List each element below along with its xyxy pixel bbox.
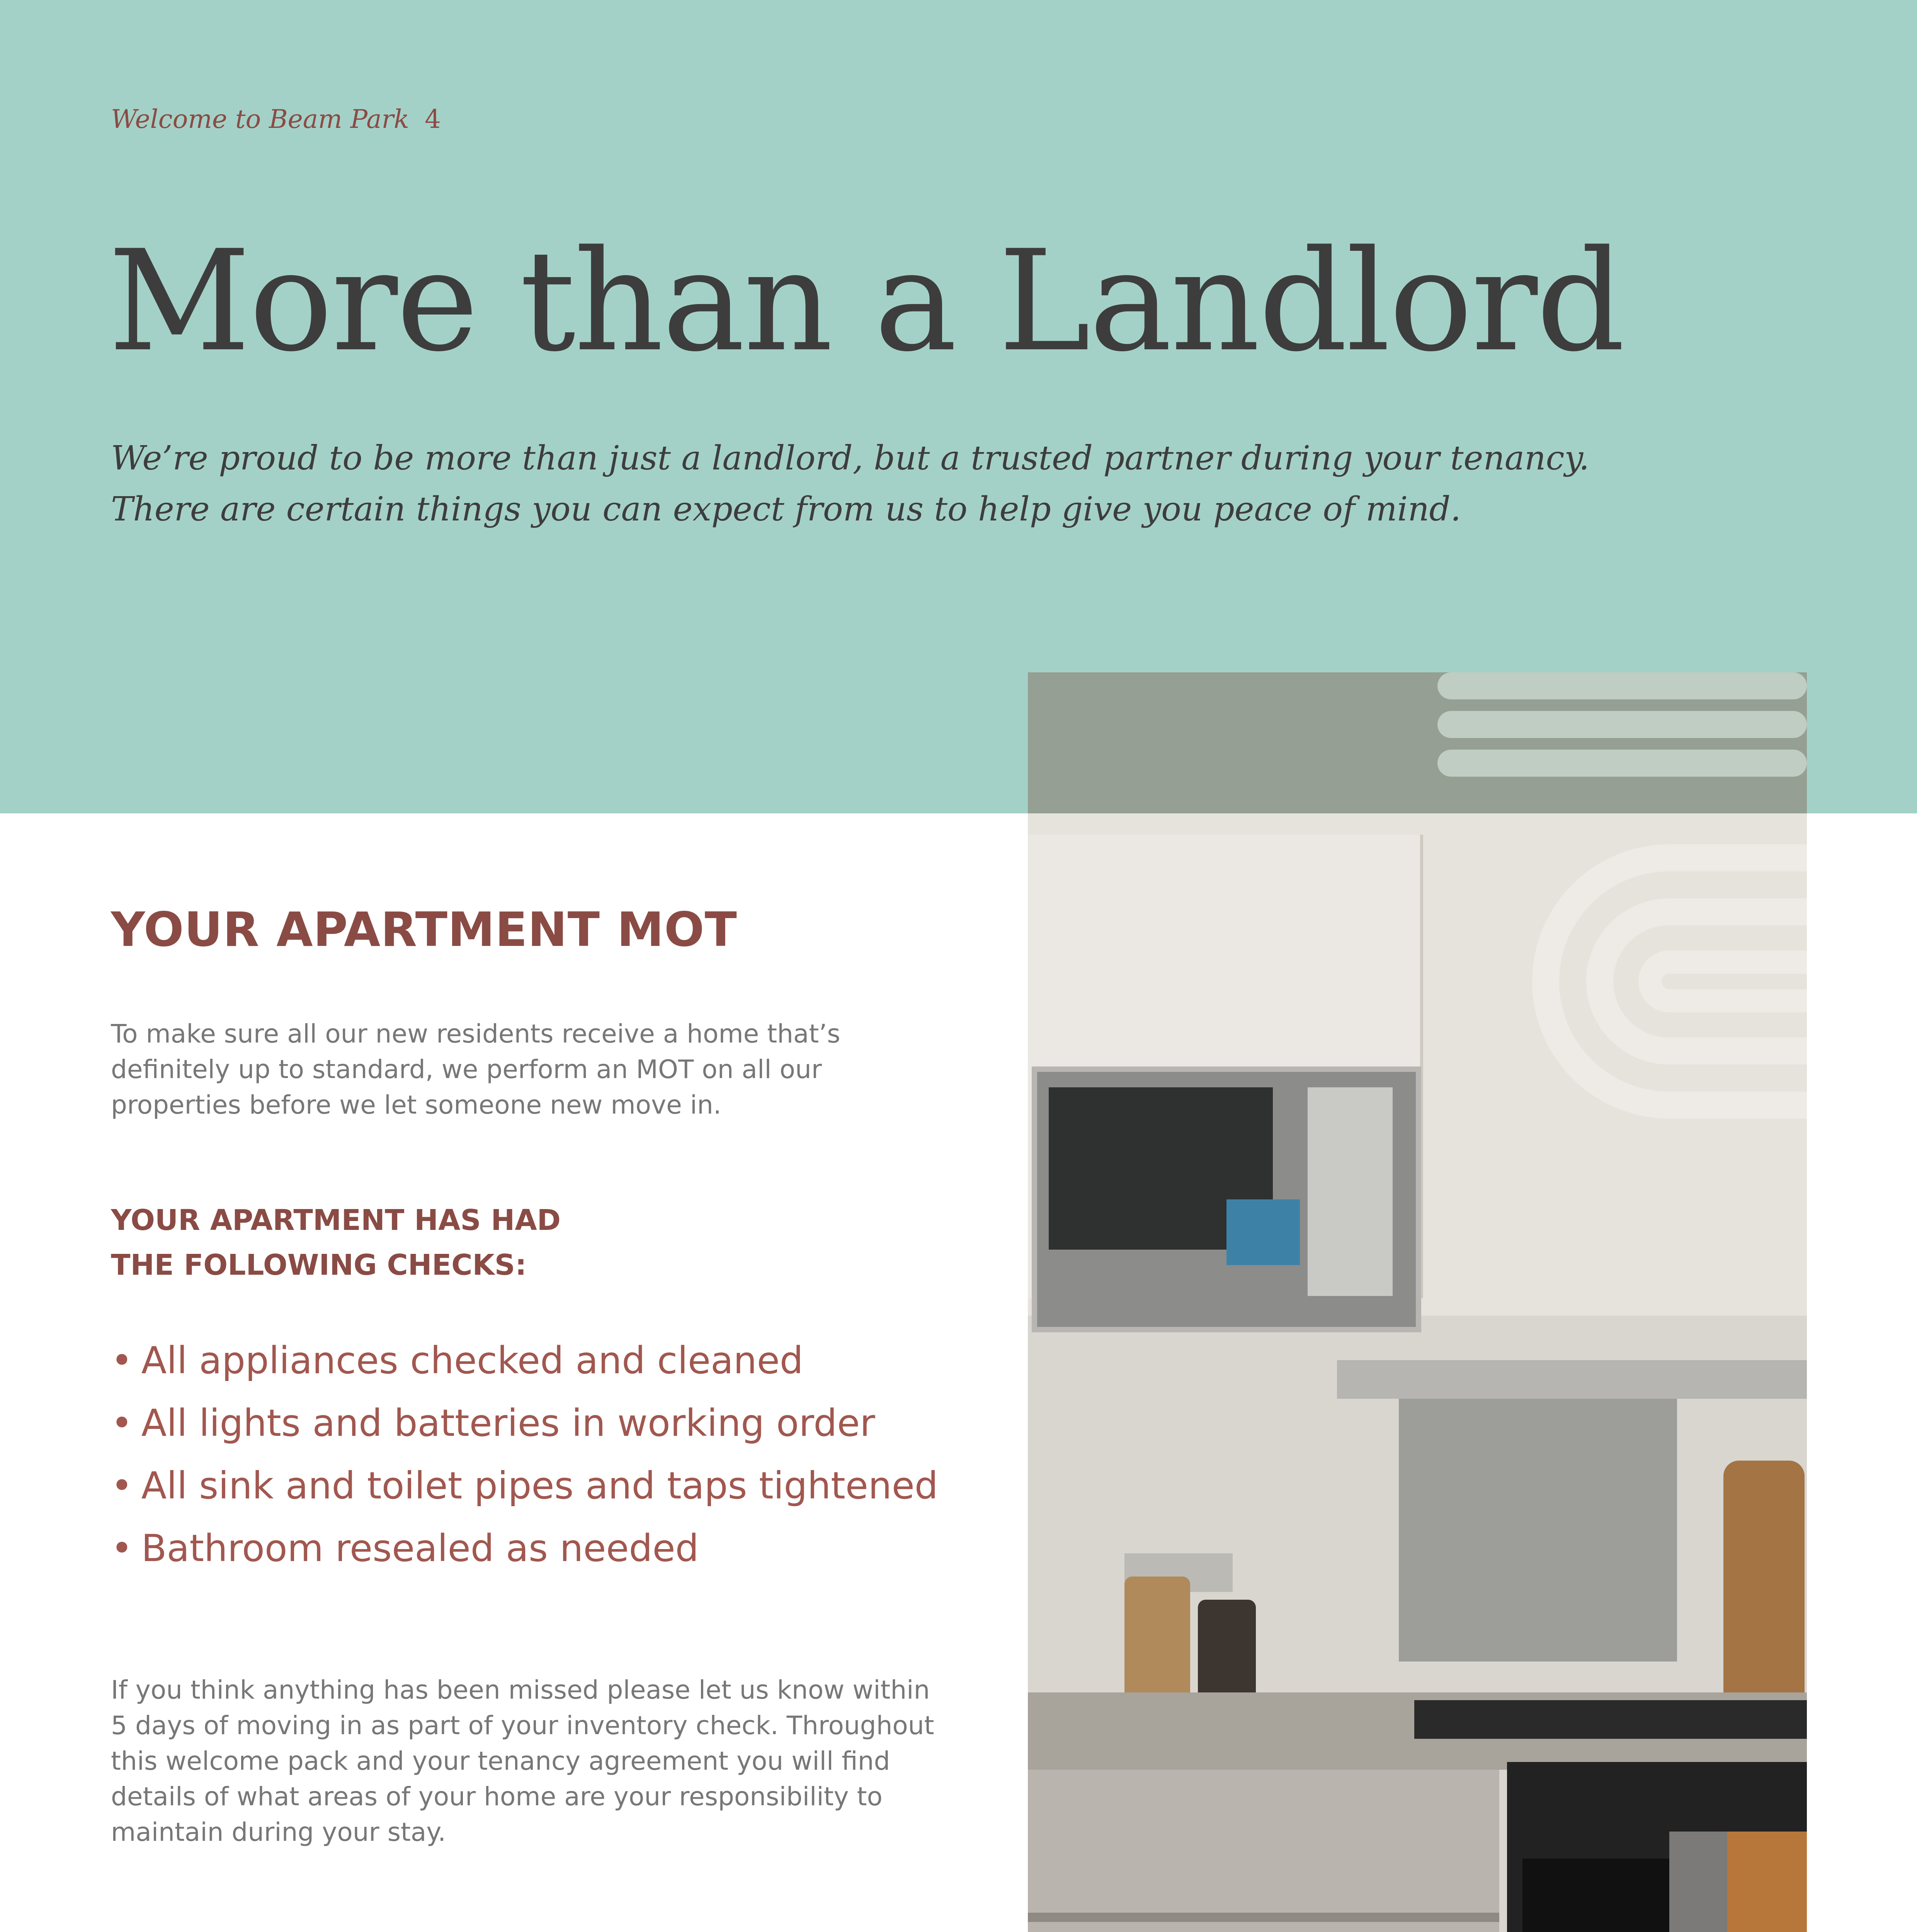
photo-extractor-hood	[1337, 1360, 1807, 1399]
photo-towel	[1727, 1832, 1807, 1932]
paragraph-line: definitely up to standard, we perform an MOT on all our	[111, 1054, 822, 1084]
paragraph-line: properties before we let someone new move in.	[111, 1090, 721, 1120]
intro-line: There are certain things you can expect from us to help give you peace of mind.	[111, 490, 1461, 529]
photo-stripe	[1437, 672, 1807, 699]
missed-items-paragraph	[111, 1672, 961, 1850]
check-item: • All sink and toilet pipes and taps tightened	[111, 1454, 938, 1517]
mot-intro-paragraph	[111, 1016, 961, 1123]
photo-drawer-gap	[1028, 1913, 1499, 1922]
photo-microwave	[1032, 1066, 1421, 1332]
heading-line: THE FOLLOWING CHECKS:	[111, 1248, 527, 1282]
check-item: • Bathroom resealed as needed	[111, 1517, 938, 1580]
checks-heading	[111, 1198, 561, 1287]
paragraph-line: If you think anything has been missed please let us know within	[111, 1675, 930, 1705]
decorative-motif-icon	[1530, 835, 1807, 1128]
photo-splashback	[1399, 1399, 1677, 1662]
photo-oven	[1507, 1762, 1807, 1932]
intro-line: We’re proud to be more than just a landlord, but a trusted partner during your tenancy.	[111, 439, 1590, 478]
page-number: 4	[425, 104, 441, 134]
intro-text	[111, 433, 1590, 535]
photo-stripe	[1437, 711, 1807, 738]
photo-stripe	[1437, 750, 1807, 777]
running-header	[111, 104, 441, 134]
photo-energy-label	[1226, 1199, 1300, 1265]
photo-jar	[1198, 1600, 1256, 1708]
kitchen-photo	[1028, 672, 1807, 1932]
photo-chopping-board	[1723, 1461, 1805, 1708]
photo-hob	[1414, 1700, 1807, 1739]
heading-line: YOUR APARTMENT HAS HAD	[111, 1204, 561, 1237]
paragraph-line: details of what areas of your home are your responsibility to	[111, 1782, 883, 1811]
check-item: • All lights and batteries in working order	[111, 1392, 938, 1454]
photo-towel	[1669, 1832, 1727, 1932]
paragraph-line: 5 days of moving in as part of your inventory check. Throughout	[111, 1711, 934, 1740]
check-item: • All appliances checked and cleaned	[111, 1329, 938, 1392]
paragraph-line: maintain during your stay.	[111, 1817, 446, 1847]
section-heading-mot: YOUR APARTMENT MOT	[111, 902, 737, 957]
photo-jar	[1124, 1577, 1190, 1708]
checks-list	[111, 1329, 938, 1580]
photo-microwave-panel	[1308, 1087, 1393, 1296]
page-title: More than a Landlord	[108, 220, 1624, 382]
running-title: Welcome to Beam Park	[111, 104, 409, 134]
photo-lower-cabinets	[1028, 1770, 1499, 1932]
paragraph-line: this welcome pack and your tenancy agreement you will find	[111, 1746, 890, 1776]
paragraph-line: To make sure all our new residents receive a home that’s	[111, 1019, 840, 1049]
